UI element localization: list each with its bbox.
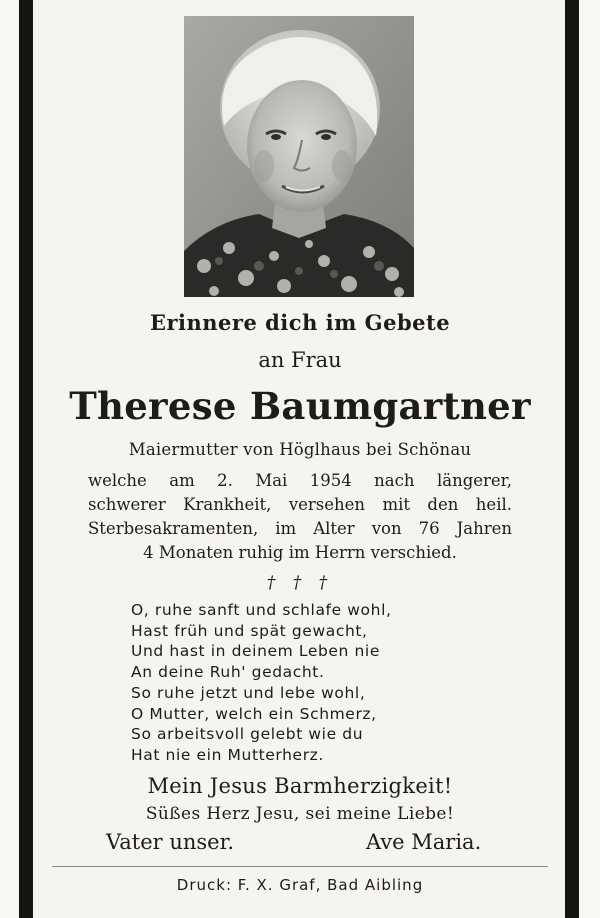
- poem-line: Und hast in deinem Leben nie: [131, 642, 380, 661]
- salutation: an Frau: [258, 348, 342, 372]
- mourning-border-left: [19, 0, 33, 918]
- scan-margin-right: [579, 0, 600, 918]
- death-announcement: [88, 469, 512, 565]
- cross-symbols: † † †: [266, 573, 334, 593]
- poem-line: O Mutter, welch ein Schmerz,: [131, 704, 377, 723]
- announcement-line: schwerer Krankheit, versehen mit den heil.: [88, 495, 512, 514]
- poem-line: O, ruhe sanft und schlafe wohl,: [131, 601, 392, 619]
- portrait-photo-icon: [184, 16, 414, 297]
- portrait-photo: [184, 16, 414, 297]
- memorial-poem: [131, 600, 392, 766]
- deceased-name: Therese Baumgartner: [69, 384, 531, 428]
- invocation-mercy: Mein Jesus Barmherzigkeit!: [147, 774, 453, 798]
- footer-divider: [52, 866, 548, 867]
- deceased-description: Maiermutter von Höglhaus bei Schönau: [128, 440, 472, 459]
- printer-credit: Druck: F. X. Graf, Bad Aibling: [176, 876, 424, 894]
- poem-line: An deine Ruh' gedacht.: [131, 663, 325, 682]
- prayer-hail-mary: Ave Maria.: [366, 830, 482, 854]
- poem-line: So arbeitsvoll gelebt wie du: [131, 725, 364, 744]
- poem-line: So ruhe jetzt und lebe wohl,: [131, 683, 366, 702]
- heading-remember: Erinnere dich im Gebete: [149, 310, 451, 335]
- invocation-sacred-heart: Süßes Herz Jesu, sei meine Liebe!: [145, 804, 455, 824]
- scan-margin-left: [0, 0, 19, 918]
- announcement-line: Sterbesakramenten, im Alter von 76 Jahren: [88, 519, 512, 538]
- poem-line: Hast früh und spät gewacht,: [131, 621, 368, 640]
- mourning-border-right: [565, 0, 579, 918]
- poem-line: Hat nie ein Mutterherz.: [131, 745, 324, 764]
- prayer-our-father: Vater unser.: [106, 830, 234, 854]
- announcement-line: 4 Monaten ruhig im Herrn verschied.: [143, 543, 457, 562]
- announcement-line: welche am 2. Mai 1954 nach längerer,: [88, 471, 512, 490]
